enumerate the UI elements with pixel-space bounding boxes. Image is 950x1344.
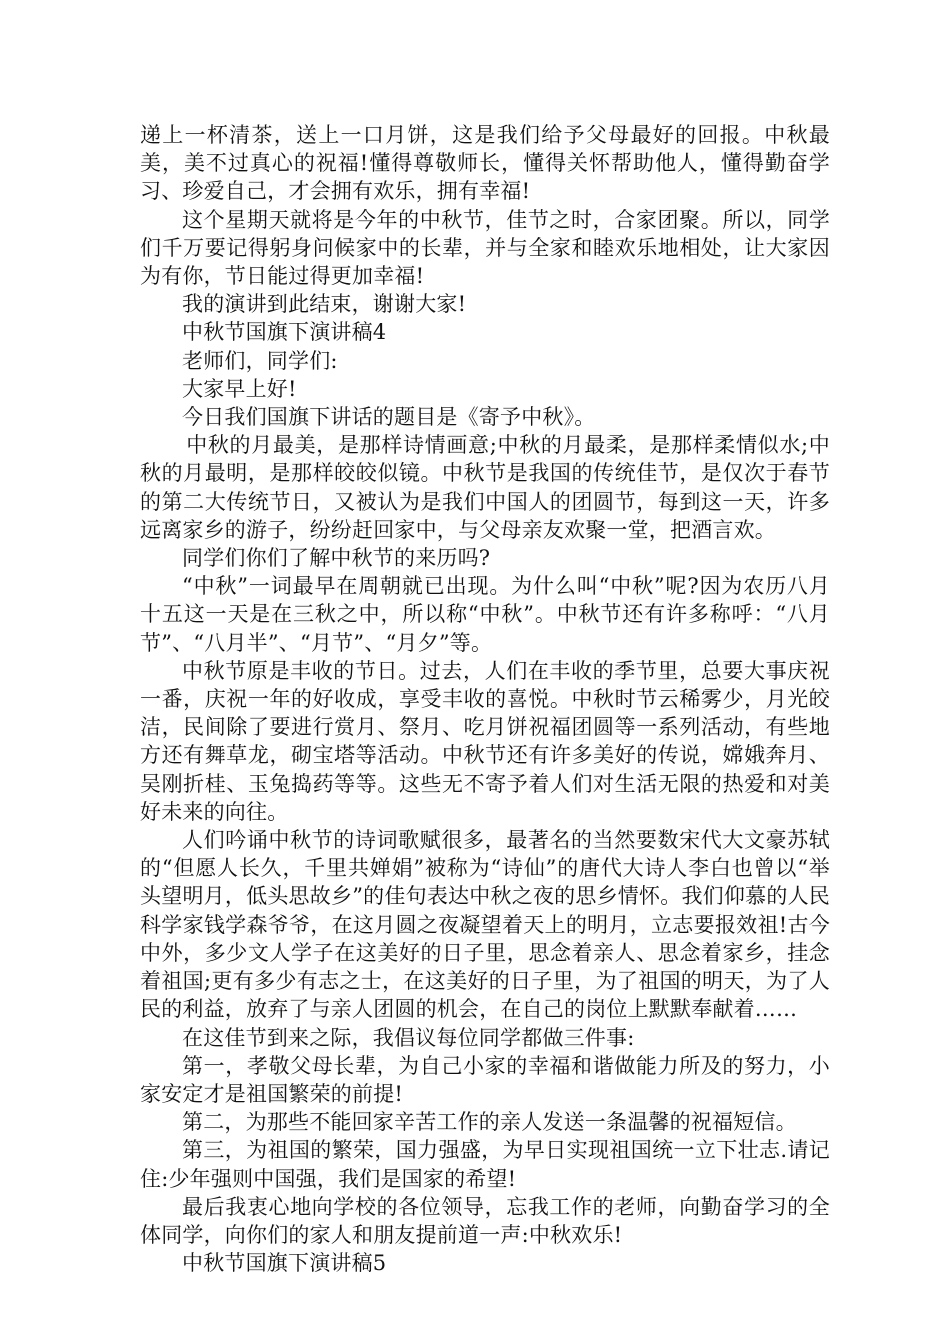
paragraph-14: 第一，孝敬父母长辈，为自己小家的幸福和谐做能力所及的努力，小家安定才是祖国繁荣的前提! <box>140 1053 830 1106</box>
paragraph-10: “中秋”一词最早在周朝就已出现。为什么叫“中秋”呢?因为农历八月十五这一天是在三秋之中，所以称“中秋”。中秋节还有许多称呼：“八月节”、“八月半”、“月节”、“月夕”等。 <box>140 574 830 655</box>
paragraph-15: 第二，为那些不能回家辛苦工作的亲人发送一条温馨的祝福短信。 <box>182 1110 797 1135</box>
paragraph-2: 这个星期天就将是今年的中秋节，佳节之时，合家团聚。所以，同学们千万要记得躬身问候家中的长辈，并与全家和睦欢乐地相处，让大家因为有你，节日能过得更加幸福! <box>140 207 830 289</box>
speech-title-4: 中秋节国旗下演讲稿4 <box>182 320 387 345</box>
salutation: 老师们，同学们: <box>182 348 338 373</box>
speech-title-5: 中秋节国旗下演讲稿5 <box>182 1251 387 1276</box>
paragraph-1: 递上一杯清茶，送上一口月饼，这是我们给予父母最好的回报。中秋最美，美不过真心的祝福!懂得尊敬师长，懂得关怀帮助他人，懂得勤奋学习、珍爱自己，才会拥有欢乐，拥有幸福! <box>140 123 830 204</box>
document-page <box>140 121 830 1277</box>
paragraph-9: 同学们你们了解中秋节的来历吗? <box>182 546 491 571</box>
paragraph-13: 在这佳节到来之际，我倡议每位同学都做三件事: <box>182 1025 635 1050</box>
paragraph-7: 今日我们国旗下讲话的题目是《寄予中秋》。 <box>182 405 596 430</box>
paragraph-8: 中秋的月最美，是那样诗情画意;中秋的月最柔，是那样柔情似水;中秋的月最明，是那样皎皎似镜。中秋节是我国的传统佳节，是仅次于春节的第二大传统节日，又被认为是我们中国人的团圆节，每到这一天，许多远离家乡的游子，纷纷赶回家中，与父母亲友欢聚一堂，把酒言欢。 <box>140 433 830 542</box>
paragraph-17: 最后我衷心地向学校的各位领导，忘我工作的老师，向勤奋学习的全体同学，向你们的家人和朋友提前道一声:中秋欢乐! <box>140 1194 830 1247</box>
greeting: 大家早上好! <box>182 376 297 401</box>
paragraph-12: 人们吟诵中秋节的诗词歌赋很多，最著名的当然要数宋代大文豪苏轼的“但愿人长久，千里共婵娟”被称为“诗仙”的唐代大诗人李白也曾以“举头望明月，低头思故乡”的佳句表达中秋之夜的思乡情怀。我们仰慕的人民科学家钱学森爷爷，在这月圆之夜凝望着天上的明月，立志要报效祖!古今中外，多少文人学子在这美好的日子里，思念着亲人、思念着家乡，挂念着祖国;更有多少有志之士，在这美好的日子里，为了祖国的明天，为了人民的利益，放弃了与亲人团圆的机会，在自己的岗位上默默奉献着…… <box>140 828 830 1022</box>
paragraph-3: 我的演讲到此结束，谢谢大家! <box>182 292 467 317</box>
paragraph-16: 第三，为祖国的繁荣，国力强盛，为早日实现祖国统一立下壮志.请记住:少年强则中国强，我们是国家的希望! <box>140 1138 830 1191</box>
paragraph-11: 中秋节原是丰收的节日。过去，人们在丰收的季节里，总要大事庆祝一番，庆祝一年的好收成，享受丰收的喜悦。中秋时节云稀雾少，月光皎洁，民间除了要进行赏月、祭月、吃月饼祝福团圆等一系列活动，有些地方还有舞草龙，砌宝塔等活动。中秋节还有许多美好的传说，嫦娥奔月、吴刚折桂、玉兔捣药等等。这些无不寄予着人们对生活无限的热爱和对美好未来的向往。 <box>140 658 830 824</box>
